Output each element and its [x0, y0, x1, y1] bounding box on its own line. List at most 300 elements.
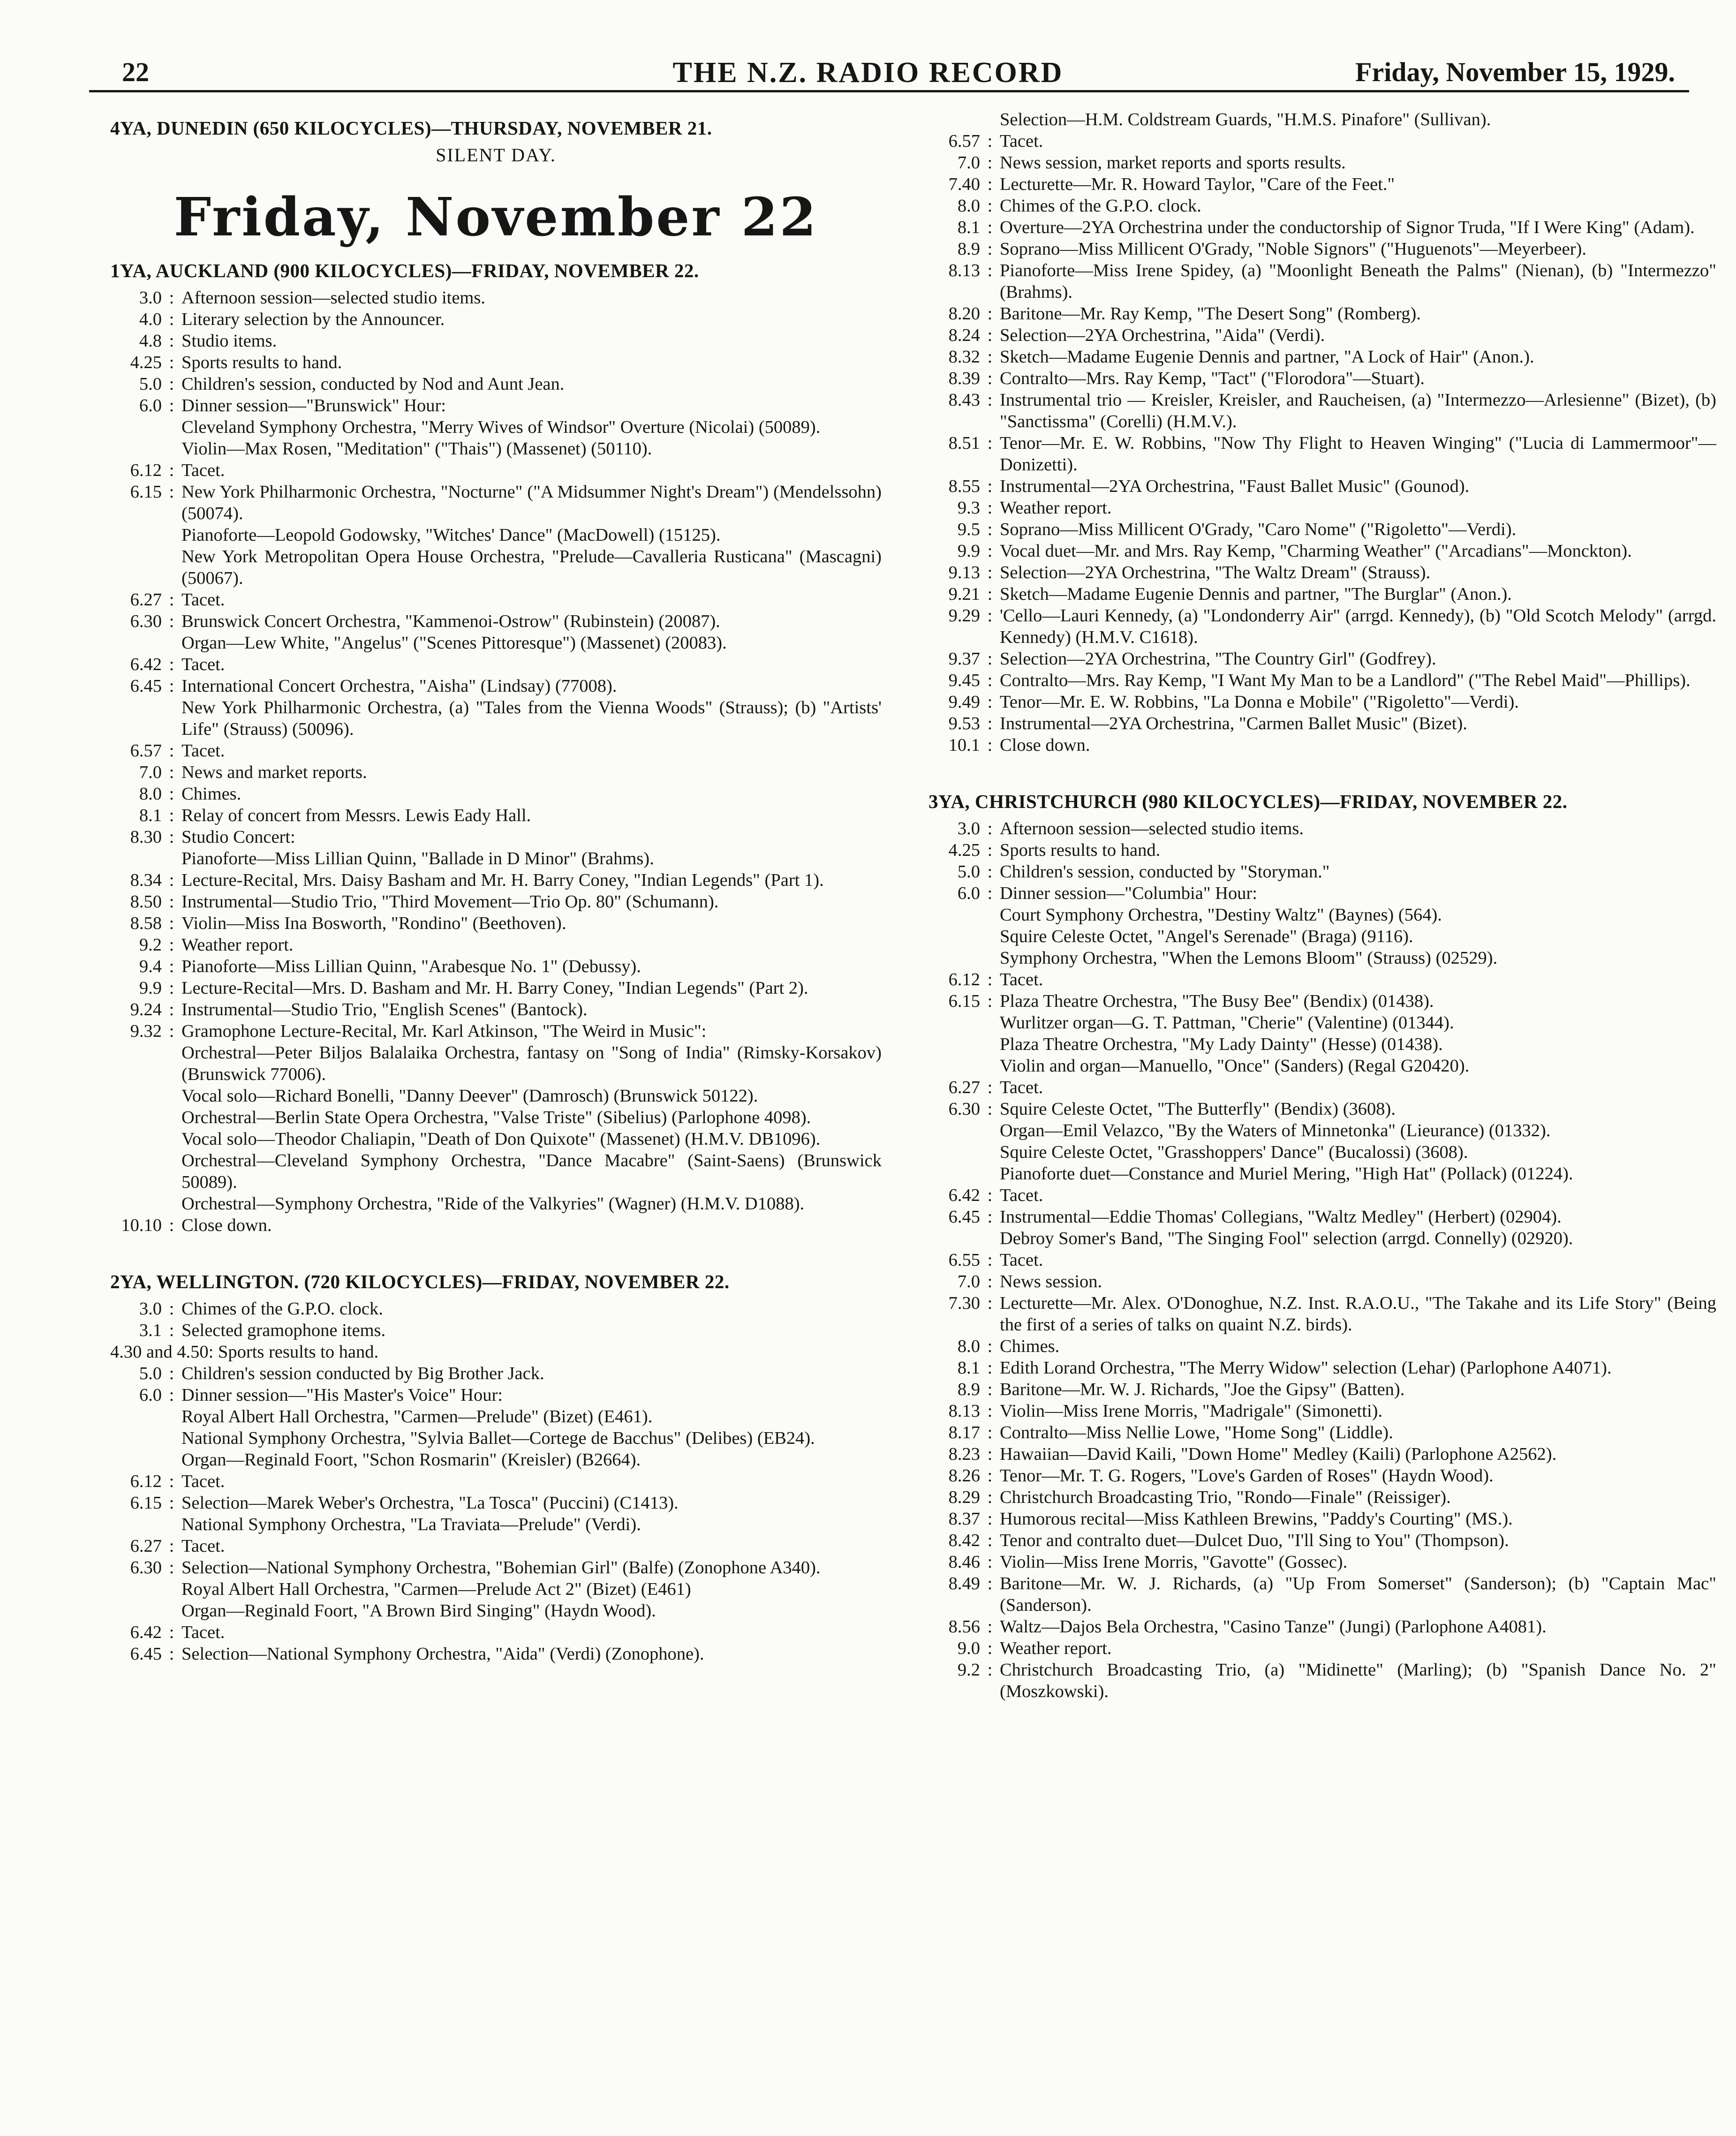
programme-time: 6.42 [130, 655, 162, 674]
programme-item-continued: Symphony Orchestra, "When the Lemons Bloom" (Strauss) (02529). [1000, 948, 1498, 968]
programme-description: Studio Concert: [181, 827, 295, 847]
programme-description: Tacet. [1000, 1250, 1043, 1270]
programme-time: 10.10 [121, 1215, 162, 1235]
programme-item: 9.24 : Instrumental—Studio Trio, "English Scenes" (Bantock). [110, 999, 882, 1020]
programme-item-continued: Orchestral—Symphony Orchestra, "Ride of the Valkyries" (Wagner) (H.M.V. D1088). [181, 1194, 805, 1214]
programme-item: 6.45 : Selection—National Symphony Orchestra, "Aida" (Verdi) (Zonophone). [110, 1643, 882, 1665]
programme-item: 9.45 : Contralto—Mrs. Ray Kemp, "I Want My Man to be a Landlord" ("The Rebel Maid"—Phillips). [928, 670, 1716, 691]
programme-item: 7.0 : News and market reports. [110, 762, 882, 783]
programme-item: 5.0 : Children's session conducted by Big Brother Jack. [110, 1363, 882, 1384]
programme-item: 8.37 : Humorous recital—Miss Kathleen Brewins, "Paddy's Courting" (MS.). [928, 1508, 1716, 1530]
programme-time: 6.55 [948, 1250, 980, 1270]
programme-description: Relay of concert from Messrs. Lewis Eady Hall. [181, 806, 531, 825]
programme-description: Literary selection by the Announcer. [181, 309, 445, 329]
programme-description: Selection—2YA Orchestrina, "Aida" (Verdi). [1000, 325, 1325, 345]
programme-item: 10.10 : Close down. [110, 1215, 882, 1236]
programme-time: 6.0 [139, 396, 162, 415]
programme-description: Dinner session—"Columbia" Hour: [1000, 883, 1258, 903]
programme-item: 5.0 : Children's session, conducted by "Storyman." [928, 861, 1716, 883]
programme-time: 9.5 [957, 520, 980, 539]
programme-item: 9.3 : Weather report. [928, 497, 1716, 519]
programme-item: 8.43 : Instrumental trio — Kreisler, Kreisler, and Raucheisen, (a) "Intermezzo—Arlesienne" (Bizet), (b) "Sanctissma" (Corelli) (H.M.V.). [928, 389, 1716, 432]
programme-time: 6.27 [948, 1078, 980, 1097]
programme-item: 8.30 : Studio Concert: [110, 826, 882, 848]
programme-item: 8.0 : Chimes. [928, 1336, 1716, 1357]
programme-description: Tacet. [1000, 131, 1043, 151]
programme-time: 6.27 [130, 590, 162, 610]
programme-item: 8.9 : Soprano—Miss Millicent O'Grady, "Noble Signors" ("Huguenots"—Meyerbeer). [928, 238, 1716, 260]
programme-description: Plaza Theatre Orchestra, "The Busy Bee" (Bendix) (01438). [1000, 991, 1434, 1011]
programme-item-continued: Squire Celeste Octet, "Grasshoppers' Dance" (Bucalossi) (3608). [1000, 1142, 1468, 1162]
programme-time: 6.12 [130, 1472, 162, 1491]
programme-item: 6.27 : Tacet. [928, 1077, 1716, 1098]
programme-description: Instrumental—Studio Trio, "English Scenes" (Bantock). [181, 1000, 588, 1019]
programme-description: Edith Lorand Orchestra, "The Merry Widow" selection (Lehar) (Parlophone A4071). [1000, 1358, 1612, 1378]
programme-description: Close down. [1000, 735, 1090, 755]
programme-item: 5.0 : Children's session, conducted by Nod and Aunt Jean. [110, 373, 882, 395]
programme-item-continued: Violin—Max Rosen, "Meditation" ("Thais") (Massenet) (50110). [181, 439, 652, 459]
programme-description: 'Cello—Lauri Kennedy, (a) "Londonderry Air" (arrgd. Kennedy), (b) "Old Scotch Melody" (arrgd. Kennedy) (H.M.V. C1618). [1000, 606, 1716, 647]
programme-description: Humorous recital—Miss Kathleen Brewins, "Paddy's Courting" (MS.). [1000, 1509, 1513, 1529]
programme-description: Gramophone Lecture-Recital, Mr. Karl Atkinson, "The Weird in Music": [181, 1021, 707, 1041]
programme-time: 9.9 [139, 978, 162, 998]
programme-time: 10.1 [948, 735, 980, 755]
programme-description: Lecture-Recital—Mrs. D. Basham and Mr. H. Barry Coney, "Indian Legends" (Part 2). [181, 978, 808, 998]
programme-time: 8.0 [139, 784, 162, 804]
programme-description: Instrumental—Eddie Thomas' Collegians, "Waltz Medley" (Herbert) (02904). [1000, 1207, 1562, 1227]
programme-description: Contralto—Miss Nellie Lowe, "Home Song" (Liddle). [1000, 1423, 1393, 1442]
programme-description: Instrumental—2YA Orchestrina, "Faust Ballet Music" (Gounod). [1000, 476, 1470, 496]
programme-description: Tacet. [181, 1623, 225, 1642]
programme-item: 4.30 and 4.50 : Sports results to hand. [110, 1341, 882, 1363]
programme-time: 7.40 [948, 174, 980, 194]
programme-time: 8.43 [948, 390, 980, 410]
programme-description: Tacet. [181, 741, 225, 761]
programme-description: Instrumental—Studio Trio, "Third Movement—Trio Op. 80" (Schumann). [181, 892, 719, 912]
programme-description: Hawaiian—David Kaili, "Down Home" Medley (Kaili) (Parlophone A2562). [1000, 1444, 1557, 1464]
programme-time: 9.29 [948, 606, 980, 626]
programme-item-continued: Debroy Somer's Band, "The Singing Fool" selection (arrgd. Connelly) (02920). [1000, 1229, 1573, 1248]
programme-item-continued: Pianoforte—Leopold Godowsky, "Witches' Dance" (MacDowell) (15125). [181, 525, 721, 545]
programme-item-continued: Squire Celeste Octet, "Angel's Serenade" (Braga) (9116). [1000, 927, 1413, 946]
programme-item-continued: Orchestral—Cleveland Symphony Orchestra, "Dance Macabre" (Saint-Saens) (Brunswick 50089). [181, 1151, 882, 1192]
programme-item: 7.30 : Lecturette—Mr. Alex. O'Donoghue, N.Z. Inst. R.A.O.U., "The Takahe and its Life Story" (Being the first of a series of talks on quaint N.Z. birds). [928, 1292, 1716, 1336]
programme-description: Violin—Miss Irene Morris, "Gavotte" (Gossec). [1000, 1552, 1348, 1572]
programme-time: 6.42 [948, 1185, 980, 1205]
programme-item: 8.9 : Baritone—Mr. W. J. Richards, "Joe the Gipsy" (Batten). [928, 1379, 1716, 1400]
day-title: Friday, November 22 [174, 187, 818, 248]
programme-item: 8.55 : Instrumental—2YA Orchestrina, "Faust Ballet Music" (Gounod). [928, 476, 1716, 497]
programme-item-continued: Organ—Emil Velazco, "By the Waters of Minnetonka" (Lieurance) (01332). [1000, 1121, 1551, 1140]
programme-item: 8.23 : Hawaiian—David Kaili, "Down Home" Medley (Kaili) (Parlophone A2562). [928, 1443, 1716, 1465]
programme-description: Children's session, conducted by Nod and Aunt Jean. [181, 374, 565, 394]
programme-description: Baritone—Mr. W. J. Richards, "Joe the Gipsy" (Batten). [1000, 1380, 1405, 1399]
programme-item: 6.15 : Plaza Theatre Orchestra, "The Busy Bee" (Bendix) (01438). [928, 990, 1716, 1012]
programme-time: 7.0 [139, 762, 162, 782]
programme-description: Tacet. [181, 655, 225, 674]
programme-item: 9.9 : Lecture-Recital—Mrs. D. Basham and Mr. H. Barry Coney, "Indian Legends" (Part 2). [110, 977, 882, 999]
programme-time: 4.30 and 4.50 [110, 1342, 209, 1362]
left-column [110, 109, 882, 1665]
programme-item: 6.12 : Tacet. [110, 1471, 882, 1492]
silent-day-note: SILENT DAY. [436, 144, 556, 166]
programme-item: 8.50 : Instrumental—Studio Trio, "Third Movement—Trio Op. 80" (Schumann). [110, 891, 882, 913]
programme-description: Tacet. [1000, 970, 1043, 989]
programme-time: 7.0 [957, 153, 980, 173]
programme-item-continued: Court Symphony Orchestra, "Destiny Waltz" (Baynes) (564). [1000, 905, 1442, 925]
programme-item: 3.0 : Chimes of the G.P.O. clock. [110, 1298, 882, 1320]
programme-item: 8.0 : Chimes. [110, 783, 882, 805]
programme-description: Sports results to hand. [1000, 840, 1161, 860]
programme-item: 8.13 : Pianoforte—Miss Irene Spidey, (a) "Moonlight Beneath the Palms" (Nienan), (b) "Intermezzo" (Brahms). [928, 260, 1716, 303]
programme-description: Soprano—Miss Millicent O'Grady, "Caro Nome" ("Rigoletto"—Verdi). [1000, 520, 1517, 539]
programme-description: Pianoforte—Miss Lillian Quinn, "Arabesque No. 1" (Debussy). [181, 957, 641, 976]
programme-time: 7.0 [957, 1272, 980, 1291]
programme-time: 9.2 [139, 935, 162, 955]
programme-time: 6.12 [948, 970, 980, 989]
programme-item: 6.12 : Tacet. [928, 969, 1716, 990]
programme-description: Instrumental trio — Kreisler, Kreisler, and Raucheisen, (a) "Intermezzo—Arlesienne" (Bizet), (b) "Sanctissma" (Corelli) (H.M.V.). [1000, 390, 1716, 431]
programme-description: Christchurch Broadcasting Trio, (a) "Midinette" (Marling); (b) "Spanish Dance No. 2" (Moszkowski). [1000, 1660, 1716, 1701]
programme-time: 8.1 [957, 1358, 980, 1378]
programme-item: 4.25 : Sports results to hand. [110, 352, 882, 373]
programme-item: 6.0 : Dinner session—"Brunswick" Hour: [110, 395, 882, 416]
programme-item: 6.30 : Selection—National Symphony Orchestra, "Bohemian Girl" (Balfe) (Zonophone A340). [110, 1557, 882, 1578]
programme-list-3ya [928, 818, 1716, 1702]
programme-item: 3.1 : Selected gramophone items. [110, 1320, 882, 1341]
station-heading-2ya: 2YA, WELLINGTON. (720 KILOCYCLES)—FRIDAY, NOVEMBER 22. [110, 1271, 730, 1292]
programme-time: 6.30 [130, 611, 162, 631]
programme-description: New York Philharmonic Orchestra, "Nocturne" ("A Midsummer Night's Dream") (Mendelssohn) (50074). [181, 482, 882, 523]
programme-description: Sports results to hand. [181, 353, 342, 372]
programme-time: 4.25 [948, 840, 980, 860]
issue-date: Friday, November 15, 1929. [1355, 57, 1675, 87]
programme-item: 3.0 : Afternoon session—selected studio items. [110, 287, 882, 309]
programme-time: 9.49 [948, 692, 980, 712]
programme-time: 8.50 [130, 892, 162, 912]
programme-item: 9.2 : Weather report. [110, 934, 882, 956]
programme-description: Dinner session—"Brunswick" Hour: [181, 396, 446, 415]
programme-time: 9.3 [957, 498, 980, 518]
programme-time: 6.0 [957, 883, 980, 903]
programme-time: 5.0 [139, 374, 162, 394]
page-number: 22 [122, 57, 149, 87]
programme-description: Chimes. [1000, 1336, 1060, 1356]
station-heading-3ya: 3YA, CHRISTCHURCH (980 KILOCYCLES)—FRIDAY, NOVEMBER 22. [928, 791, 1568, 812]
programme-time: 9.53 [948, 714, 980, 733]
programme-description: Afternoon session—selected studio items. [181, 288, 485, 308]
programme-item: 6.45 : International Concert Orchestra, "Aisha" (Lindsay) (77008). [110, 675, 882, 697]
programme-description: Squire Celeste Octet, "The Butterfly" (Bendix) (3608). [1000, 1099, 1396, 1119]
programme-time: 9.21 [948, 584, 980, 604]
programme-item: 6.42 : Tacet. [928, 1185, 1716, 1206]
programme-item: 6.45 : Instrumental—Eddie Thomas' Collegians, "Waltz Medley" (Herbert) (02904). [928, 1206, 1716, 1228]
programme-item: 8.42 : Tenor and contralto duet—Dulcet Duo, "I'll Sing to You" (Thompson). [928, 1530, 1716, 1551]
programme-time: 6.45 [130, 1644, 162, 1664]
programme-time: 8.32 [948, 347, 980, 367]
programme-item-continued: Organ—Reginald Foort, "A Brown Bird Singing" (Haydn Wood). [181, 1601, 656, 1621]
programme-description: Lecturette—Mr. R. Howard Taylor, "Care of the Feet." [1000, 174, 1395, 194]
programme-time: 6.15 [130, 1493, 162, 1513]
programme-time: 8.49 [948, 1574, 980, 1593]
programme-time: 8.17 [948, 1423, 980, 1442]
programme-description: Sports results to hand. [218, 1342, 379, 1362]
programme-description: Chimes of the G.P.O. clock. [1000, 196, 1201, 216]
programme-time: 8.0 [957, 1336, 980, 1356]
programme-item: 8.17 : Contralto—Miss Nellie Lowe, "Home Song" (Liddle). [928, 1422, 1716, 1443]
programme-time: 8.24 [948, 325, 980, 345]
programme-item: 8.58 : Violin—Miss Ina Bosworth, "Rondino" (Beethoven). [110, 913, 882, 934]
programme-time: 6.30 [948, 1099, 980, 1119]
programme-item: 8.26 : Tenor—Mr. T. G. Rogers, "Love's Garden of Roses" (Haydn Wood). [928, 1465, 1716, 1487]
programme-time: 8.42 [948, 1531, 980, 1550]
programme-item: 9.5 : Soprano—Miss Millicent O'Grady, "Caro Nome" ("Rigoletto"—Verdi). [928, 519, 1716, 540]
programme-description: Tenor—Mr. T. G. Rogers, "Love's Garden of Roses" (Haydn Wood). [1000, 1466, 1494, 1486]
programme-time: 9.37 [948, 649, 980, 669]
programme-list-2ya [110, 1298, 882, 1665]
programme-description: Tacet. [1000, 1185, 1043, 1205]
programme-description: News session, market reports and sports results. [1000, 153, 1346, 173]
programme-description: Dinner session—"His Master's Voice" Hour: [181, 1385, 503, 1405]
programme-description: Sketch—Madame Eugenie Dennis and partner, "A Lock of Hair" (Anon.). [1000, 347, 1534, 367]
programme-item-continued: Wurlitzer organ—G. T. Pattman, "Cherie" (Valentine) (01344). [1000, 1013, 1454, 1033]
programme-item: 6.27 : Tacet. [110, 589, 882, 611]
programme-time: 8.46 [948, 1552, 980, 1572]
header-rule [89, 90, 1689, 92]
programme-time: 9.2 [957, 1660, 980, 1680]
programme-item-continued: New York Philharmonic Orchestra, (a) "Tales from the Vienna Woods" (Strauss); (b) "Artists' Life" (Strauss) (50096). [181, 698, 882, 739]
programme-time: 6.45 [948, 1207, 980, 1227]
programme-time: 5.0 [957, 862, 980, 882]
programme-item: 9.29 : 'Cello—Lauri Kennedy, (a) "Londonderry Air" (arrgd. Kennedy), (b) "Old Scotch Melody" (arrgd. Kennedy) (H.M.V. C1618). [928, 605, 1716, 648]
programme-description: Selection—2YA Orchestrina, "The Waltz Dream" (Strauss). [1000, 563, 1431, 582]
programme-item-continued: Organ—Lew White, "Angelus" ("Scenes Pittoresque") (Massenet) (20083). [181, 633, 727, 653]
programme-description: Tacet. [181, 590, 225, 610]
programme-item-continued: Orchestral—Peter Biljos Balalaika Orchestra, fantasy on "Song of India" (Rimsky-Korsakov) (Brunswick 77006). [181, 1043, 882, 1084]
programme-item: 9.49 : Tenor—Mr. E. W. Robbins, "La Donna e Mobile" ("Rigoletto"—Verdi). [928, 691, 1716, 713]
programme-description: Soprano—Miss Millicent O'Grady, "Noble Signors" ("Huguenots"—Meyerbeer). [1000, 239, 1586, 259]
programme-item-continued: Vocal solo—Richard Bonelli, "Danny Deever" (Damrosch) (Brunswick 50122). [181, 1086, 758, 1106]
programme-time: 9.4 [139, 957, 162, 976]
programme-time: 8.30 [130, 827, 162, 847]
programme-description: Pianoforte—Miss Irene Spidey, (a) "Moonlight Beneath the Palms" (Nienan), (b) "Intermezzo" (Brahms). [1000, 261, 1716, 302]
programme-item: 6.12 : Tacet. [110, 460, 882, 481]
programme-item: 8.51 : Tenor—Mr. E. W. Robbins, "Now Thy Flight to Heaven Winging" ("Lucia di Lammermoor"—Donizetti). [928, 432, 1716, 476]
programme-item: 8.29 : Christchurch Broadcasting Trio, "Rondo—Finale" (Reissiger). [928, 1487, 1716, 1508]
programme-description: Selection—Marek Weber's Orchestra, "La Tosca" (Puccini) (C1413). [181, 1493, 679, 1513]
programme-item: 9.21 : Sketch—Madame Eugenie Dennis and partner, "The Burglar" (Anon.). [928, 583, 1716, 605]
programme-item: 8.1 : Edith Lorand Orchestra, "The Merry Widow" selection (Lehar) (Parlophone A4071). [928, 1357, 1716, 1379]
programme-item: 9.4 : Pianoforte—Miss Lillian Quinn, "Arabesque No. 1" (Debussy). [110, 956, 882, 977]
programme-item: 4.25 : Sports results to hand. [928, 839, 1716, 861]
programme-item: 6.27 : Tacet. [110, 1535, 882, 1557]
programme-time: 8.9 [957, 1380, 980, 1399]
programme-description: Sketch—Madame Eugenie Dennis and partner, "The Burglar" (Anon.). [1000, 584, 1512, 604]
programme-item: 9.0 : Weather report. [928, 1638, 1716, 1659]
programme-description: News session. [1000, 1272, 1102, 1291]
programme-description: Tenor—Mr. E. W. Robbins, "La Donna e Mobile" ("Rigoletto"—Verdi). [1000, 692, 1519, 712]
programme-item-continued: National Symphony Orchestra, "La Traviata—Prelude" (Verdi). [181, 1515, 641, 1534]
programme-description: Children's session conducted by Big Brother Jack. [181, 1364, 544, 1383]
programme-time: 6.57 [130, 741, 162, 761]
programme-item: 8.32 : Sketch—Madame Eugenie Dennis and partner, "A Lock of Hair" (Anon.). [928, 346, 1716, 368]
programme-description: Weather report. [181, 935, 294, 955]
programme-description: Studio items. [181, 331, 277, 351]
programme-time: 6.27 [130, 1536, 162, 1556]
programme-description: Tacet. [181, 1472, 225, 1491]
station-heading-1ya: 1YA, AUCKLAND (900 KILOCYCLES)—FRIDAY, NOVEMBER 22. [110, 260, 699, 281]
programme-time: 8.1 [139, 806, 162, 825]
programme-list-2ya-continued [928, 109, 1716, 756]
programme-item: 8.0 : Chimes of the G.P.O. clock. [928, 195, 1716, 217]
programme-item: 10.1 : Close down. [928, 734, 1716, 756]
programme-item: 9.13 : Selection—2YA Orchestrina, "The Waltz Dream" (Strauss). [928, 562, 1716, 583]
programme-description: Baritone—Mr. Ray Kemp, "The Desert Song" (Romberg). [1000, 304, 1421, 324]
programme-description: Tacet. [181, 460, 225, 480]
programme-description: Lecturette—Mr. Alex. O'Donoghue, N.Z. Inst. R.A.O.U., "The Takahe and its Life Story" (Being the first of a series of talks on quaint N.Z. birds). [1000, 1293, 1716, 1335]
programme-item: 6.42 : Tacet. [110, 1622, 882, 1643]
programme-item: 4.8 : Studio items. [110, 330, 882, 352]
programme-description: Christchurch Broadcasting Trio, "Rondo—Finale" (Reissiger). [1000, 1487, 1451, 1507]
programme-description: Tenor and contralto duet—Dulcet Duo, "I'll Sing to You" (Thompson). [1000, 1531, 1509, 1550]
programme-description: Tacet. [1000, 1078, 1043, 1097]
programme-time: 6.42 [130, 1623, 162, 1642]
programme-time: 9.32 [130, 1021, 162, 1041]
programme-description: Brunswick Concert Orchestra, "Kammenoi-Ostrow" (Rubinstein) (20087). [181, 611, 720, 631]
programme-item: 6.57 : Tacet. [110, 740, 882, 762]
programme-description: Selected gramophone items. [181, 1321, 386, 1340]
programme-time: 9.45 [948, 671, 980, 690]
programme-description: Tacet. [181, 1536, 225, 1556]
programme-time: 9.13 [948, 563, 980, 582]
programme-item: 9.37 : Selection—2YA Orchestrina, "The Country Girl" (Godfrey). [928, 648, 1716, 670]
programme-description: Lecture-Recital, Mrs. Daisy Basham and Mr. H. Barry Coney, "Indian Legends" (Part 1). [181, 870, 824, 890]
programme-item: 9.32 : Gramophone Lecture-Recital, Mr. Karl Atkinson, "The Weird in Music": [110, 1020, 882, 1042]
programme-item: 9.2 : Christchurch Broadcasting Trio, (a) "Midinette" (Marling); (b) "Spanish Dance No. 2" (Moszkowski). [928, 1659, 1716, 1702]
programme-description: News and market reports. [181, 762, 367, 782]
programme-description: Chimes. [181, 784, 242, 804]
programme-item-continued: National Symphony Orchestra, "Sylvia Ballet—Cortege de Bacchus" (Delibes) (EB24). [181, 1428, 815, 1448]
station-heading-4ya: 4YA, DUNEDIN (650 KILOCYCLES)—THURSDAY, NOVEMBER 21. [110, 117, 712, 139]
programme-item: 8.39 : Contralto—Mrs. Ray Kemp, "Tact" ("Florodora"—Stuart). [928, 368, 1716, 389]
programme-time: 9.9 [957, 541, 980, 561]
programme-time: 8.9 [957, 239, 980, 259]
programme-item: 8.56 : Waltz—Dajos Bela Orchestra, "Casino Tanze" (Jungi) (Parlophone A4081). [928, 1616, 1716, 1638]
programme-list-1ya [110, 287, 882, 1236]
programme-item-continued: Pianoforte duet—Constance and Muriel Mering, "High Hat" (Pollack) (01224). [1000, 1164, 1573, 1184]
publication-title: THE N.Z. RADIO RECORD [672, 57, 1064, 89]
programme-item: 7.0 : News session. [928, 1271, 1716, 1292]
programme-time: 6.57 [948, 131, 980, 151]
programme-item-continued: Plaza Theatre Orchestra, "My Lady Dainty" (Hesse) (01438). [1000, 1034, 1443, 1054]
programme-item-continued: Orchestral—Berlin State Opera Orchestra, "Valse Triste" (Sibelius) (Parlophone 4098). [181, 1108, 811, 1127]
programme-description: Contralto—Mrs. Ray Kemp, "Tact" ("Florodora"—Stuart). [1000, 369, 1425, 388]
programme-time: 6.15 [130, 482, 162, 502]
programme-item: 7.40 : Lecturette—Mr. R. Howard Taylor, "Care of the Feet." [928, 174, 1716, 195]
programme-item: 8.13 : Violin—Miss Irene Morris, "Madrigale" (Simonetti). [928, 1400, 1716, 1422]
programme-time: 8.29 [948, 1487, 980, 1507]
programme-time: 8.37 [948, 1509, 980, 1529]
programme-item-continued: New York Metropolitan Opera House Orchestra, "Prelude—Cavalleria Rusticana" (Mascagni) (50067). [181, 547, 882, 588]
programme-item: 9.9 : Vocal duet—Mr. and Mrs. Ray Kemp, "Charming Weather" ("Arcadians"—Monckton). [928, 540, 1716, 562]
programme-description: Children's session, conducted by "Storyman." [1000, 862, 1330, 882]
programme-item: 6.57 : Tacet. [928, 130, 1716, 152]
programme-description: Close down. [181, 1215, 272, 1235]
programme-time: 9.0 [957, 1638, 980, 1658]
programme-time: 8.13 [948, 261, 980, 280]
programme-description: Tenor—Mr. E. W. Robbins, "Now Thy Flight to Heaven Winging" ("Lucia di Lammermoor"—Donizetti). [1000, 433, 1716, 475]
programme-time: 3.0 [139, 1299, 162, 1319]
programme-description: Overture—2YA Orchestrina under the conductorship of Signor Truda, "If I Were King" (Adam). [1000, 218, 1695, 237]
programme-item: 6.30 : Squire Celeste Octet, "The Butterfly" (Bendix) (3608). [928, 1098, 1716, 1120]
right-column [928, 109, 1716, 1702]
programme-description: Contralto—Mrs. Ray Kemp, "I Want My Man to be a Landlord" ("The Rebel Maid"—Phillips). [1000, 671, 1691, 690]
programme-description: Selection—National Symphony Orchestra, "Aida" (Verdi) (Zonophone). [181, 1644, 704, 1664]
programme-item: 3.0 : Afternoon session—selected studio items. [928, 818, 1716, 839]
programme-description: Violin—Miss Ina Bosworth, "Rondino" (Beethoven). [181, 913, 566, 933]
programme-description: Violin—Miss Irene Morris, "Madrigale" (Simonetti). [1000, 1401, 1383, 1421]
programme-time: 8.20 [948, 304, 980, 324]
programme-item-continued: Organ—Reginald Foort, "Schon Rosmarin" (Kreisler) (B2664). [181, 1450, 641, 1470]
programme-time: 8.26 [948, 1466, 980, 1486]
programme-item-continued: Royal Albert Hall Orchestra, "Carmen—Prelude Act 2" (Bizet) (E461) [181, 1579, 691, 1599]
programme-time: 8.1 [957, 218, 980, 237]
programme-item-continued: Vocal solo—Theodor Chaliapin, "Death of Don Quixote" (Massenet) (H.M.V. DB1096). [181, 1129, 821, 1149]
programme-item: 6.0 : Dinner session—"Columbia" Hour: [928, 883, 1716, 904]
programme-time: 6.30 [130, 1558, 162, 1577]
programme-item-continued: Violin and organ—Manuello, "Once" (Sanders) (Regal G20420). [1000, 1056, 1470, 1076]
programme-item: 8.24 : Selection—2YA Orchestrina, "Aida" (Verdi). [928, 325, 1716, 346]
programme-description: Weather report. [1000, 498, 1112, 518]
programme-time: 8.39 [948, 369, 980, 388]
programme-item: 7.0 : News session, market reports and sports results. [928, 152, 1716, 174]
programme-description: Vocal duet—Mr. and Mrs. Ray Kemp, "Charming Weather" ("Arcadians"—Monckton). [1000, 541, 1632, 561]
programme-item: 6.15 : Selection—Marek Weber's Orchestra, "La Tosca" (Puccini) (C1413). [110, 1492, 882, 1514]
programme-time: 8.58 [130, 913, 162, 933]
programme-description: Waltz—Dajos Bela Orchestra, "Casino Tanze" (Jungi) (Parlophone A4081). [1000, 1617, 1547, 1637]
programme-item: 6.55 : Tacet. [928, 1249, 1716, 1271]
programme-item: 6.30 : Brunswick Concert Orchestra, "Kammenoi-Ostrow" (Rubinstein) (20087). [110, 611, 882, 632]
programme-item: 6.15 : New York Philharmonic Orchestra, "Nocturne" ("A Midsummer Night's Dream") (Mendelssohn) (50074). [110, 481, 882, 524]
programme-item: 8.1 : Overture—2YA Orchestrina under the conductorship of Signor Truda, "If I Were King" (Adam). [928, 217, 1716, 238]
programme-time: 8.56 [948, 1617, 980, 1637]
programme-time: 3.0 [139, 288, 162, 308]
programme-time: 6.15 [948, 991, 980, 1011]
programme-item: 8.20 : Baritone—Mr. Ray Kemp, "The Desert Song" (Romberg). [928, 303, 1716, 325]
programme-time: 6.12 [130, 460, 162, 480]
programme-time: 4.8 [139, 331, 162, 351]
programme-time: 8.23 [948, 1444, 980, 1464]
programme-description: Baritone—Mr. W. J. Richards, (a) "Up From Somerset" (Sanderson); (b) "Captain Mac" (Sanderson). [1000, 1574, 1716, 1615]
programme-item: 4.0 : Literary selection by the Announcer. [110, 309, 882, 330]
programme-time: 8.0 [957, 196, 980, 216]
programme-description: International Concert Orchestra, "Aisha" (Lindsay) (77008). [181, 676, 617, 696]
programme-item: 6.42 : Tacet. [110, 654, 882, 675]
programme-description: Instrumental—2YA Orchestrina, "Carmen Ballet Music" (Bizet). [1000, 714, 1467, 733]
programme-item-continued: Pianoforte—Miss Lillian Quinn, "Ballade in D Minor" (Brahms). [181, 849, 654, 868]
programme-time: 9.24 [130, 1000, 162, 1019]
programme-time: 8.51 [948, 433, 980, 453]
programme-description: Selection—National Symphony Orchestra, "Bohemian Girl" (Balfe) (Zonophone A340). [181, 1558, 821, 1577]
programme-item: 8.1 : Relay of concert from Messrs. Lewis Eady Hall. [110, 805, 882, 826]
programme-description: Weather report. [1000, 1638, 1112, 1658]
programme-time: 8.13 [948, 1401, 980, 1421]
programme-item-continued: Royal Albert Hall Orchestra, "Carmen—Prelude" (Bizet) (E461). [181, 1407, 653, 1427]
programme-time: 6.45 [130, 676, 162, 696]
programme-description: Afternoon session—selected studio items. [1000, 819, 1304, 838]
programme-time: 4.0 [139, 309, 162, 329]
programme-time: 7.30 [948, 1293, 980, 1313]
